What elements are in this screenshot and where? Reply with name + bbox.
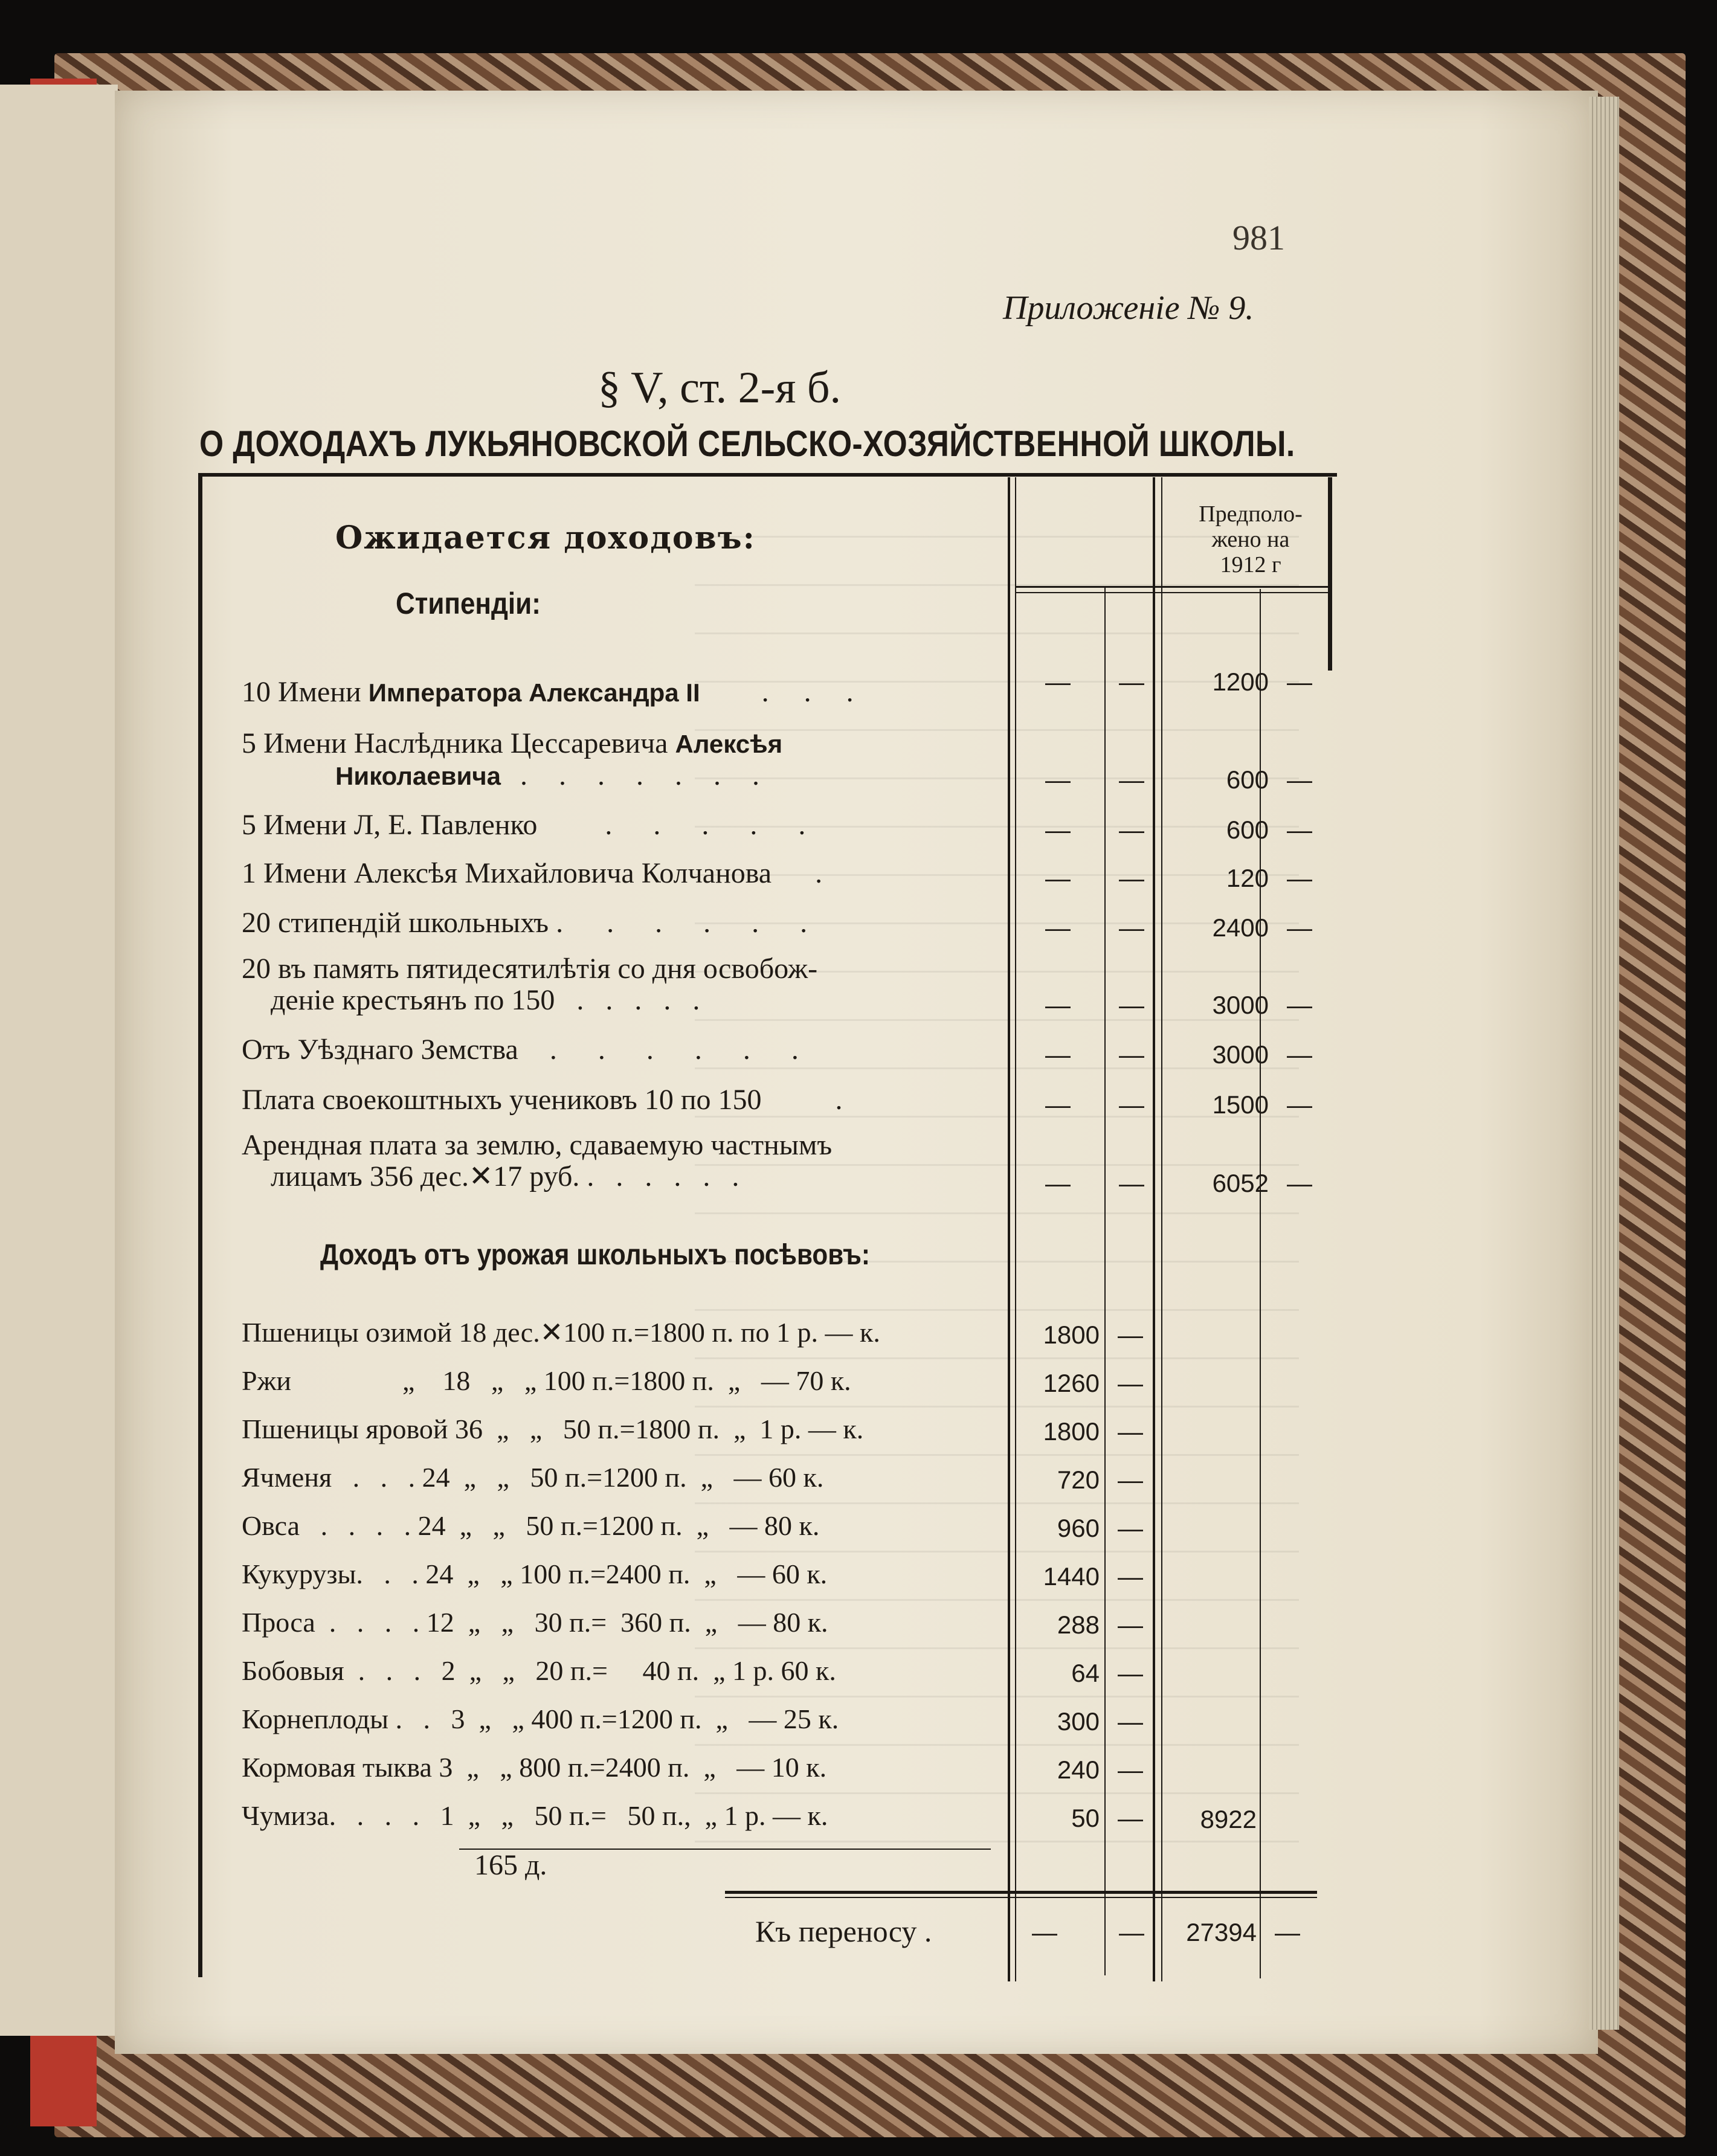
row-label: Плата своекоштныхъ учениковъ 10 по 150 (242, 1084, 762, 1116)
row-label: 5 Имени Л, Е. Павленко (242, 809, 538, 841)
crop-dash: — (1118, 1804, 1143, 1832)
crop-dash: — (1118, 1466, 1143, 1494)
row-label-bold: Императора Александра II (368, 678, 700, 707)
table-left-border (198, 473, 202, 1977)
stipend-dash-col4: — (1287, 864, 1312, 892)
crop-row: Ячменя . . . 24 „ „ 50 п.=1200 п. „ — 60 к. (242, 1462, 824, 1493)
total-rule-2 (725, 1897, 1317, 1898)
row-label: Отъ Уѣзднаго Земства (242, 1034, 518, 1066)
stipend-dash-col4: — (1287, 668, 1312, 696)
forecast-header-line-3: 1912 г (1220, 552, 1281, 578)
stipend-dash-col1: — (1045, 913, 1071, 942)
left-page-edge (0, 85, 118, 2036)
stipend-dash-col2: — (1119, 991, 1144, 1019)
table-row (242, 907, 824, 939)
carry-forward-label: Къ переносу . (755, 1914, 932, 1948)
stipend-dash-col1: — (1045, 668, 1071, 696)
table-row (242, 728, 782, 792)
table-right-border (1328, 477, 1332, 671)
row-label: 20 въ память пятидесятилѣтія со дня освобож- (242, 953, 818, 985)
crop-value-cell: 1800 (1043, 1417, 1100, 1446)
amount-cell: 3000 (1212, 1040, 1269, 1069)
stipend-dash-col2: — (1119, 1090, 1144, 1119)
column-divider-1 (1008, 477, 1010, 1981)
carry-forward-total: 27394 (1186, 1918, 1257, 1946)
crop-income-heading: Доходъ отъ урожая школьныхъ посѣвовъ: (320, 1239, 870, 1271)
crop-value-cell: 960 (1057, 1514, 1100, 1542)
crop-row: Пшеницы озимой 18 дес.✕100 п.=1800 п. по 1 р. — к. (242, 1317, 880, 1348)
crop-value-cell: 240 (1057, 1755, 1100, 1784)
leader-dots: . . . . . (607, 907, 825, 939)
forecast-column-header (1181, 501, 1320, 578)
expected-income-heading: Ожидается доходовъ: (335, 520, 756, 556)
crop-dash: — (1118, 1562, 1143, 1591)
crop-value-cell: 1260 (1043, 1369, 1100, 1397)
amount-cell: 3000 (1212, 991, 1269, 1019)
amount-cell: 2400 (1212, 913, 1269, 942)
stipend-dash-col1: — (1045, 765, 1071, 794)
leader-dots: . (815, 857, 823, 889)
table-row (242, 1084, 843, 1116)
column-divider-3b (1161, 477, 1162, 1981)
stipend-dash-col2: — (1119, 816, 1144, 844)
stipend-dash-col1: — (1045, 864, 1071, 892)
table-row (242, 858, 822, 889)
stipend-dash-col1: — (1045, 816, 1071, 844)
crop-row: Пшеницы яровой 36 „ „ 50 п.=1800 п. „ 1 р. — к. (242, 1414, 864, 1444)
stipend-dash-col1: — (1045, 1040, 1071, 1069)
forecast-header-line-2: жено на (1211, 527, 1290, 552)
stipend-dash-col2: — (1119, 668, 1144, 696)
amount-cell: 1200 (1212, 668, 1269, 696)
table-top-rule (198, 473, 1337, 477)
crop-row: Чумиза. . . . 1 „ „ 50 п.= 50 п., „ 1 р. — к. (242, 1800, 828, 1831)
header-rule (1015, 586, 1328, 588)
crop-value-cell: 720 (1057, 1466, 1100, 1494)
crop-value-cell: 1440 (1043, 1562, 1100, 1591)
leader-dots: . . . . . . (549, 1034, 816, 1066)
crop-dash: — (1118, 1514, 1143, 1542)
stipend-dash-col4: — (1287, 913, 1312, 942)
stipend-dash-col4: — (1287, 816, 1312, 844)
stipend-dash-col1: — (1045, 1169, 1071, 1197)
crop-dash: — (1118, 1659, 1143, 1687)
amount-cell: 6052 (1212, 1169, 1269, 1197)
row-label: Арендная плата за землю, сдаваемую частнымъ (242, 1129, 833, 1161)
leader-dots: . (835, 1084, 843, 1116)
page-number: 981 (1232, 218, 1285, 257)
stipend-dash-col2: — (1119, 1040, 1144, 1069)
carry-dash-1: — (1032, 1918, 1057, 1946)
row-label-bold: Алексѣя (675, 730, 783, 758)
total-desyatin: 165 д. (474, 1849, 547, 1881)
crop-dash: — (1118, 1417, 1143, 1446)
stipend-dash-col4: — (1287, 1090, 1312, 1119)
amount-cell: 1500 (1212, 1090, 1269, 1119)
crops-total-cell: 8922 (1200, 1805, 1257, 1833)
crop-dash: — (1118, 1369, 1143, 1397)
leader-dots: . . . . . . . (501, 759, 772, 791)
section-heading: § V, ст. 2-я б. (598, 363, 842, 413)
table-row (242, 1130, 832, 1192)
forecast-header-line-1: Предполо- (1199, 501, 1303, 527)
crop-row: Овса . . . . 24 „ „ 50 п.=1200 п. „ — 80 к. (242, 1510, 820, 1541)
row-label-line-2: лицамъ 356 дес.✕17 руб. . . . . . . (242, 1160, 739, 1192)
header-rule-2 (1015, 592, 1328, 593)
column-divider-1b (1015, 477, 1016, 1981)
crop-row: Ржи „ 18 „ „ 100 п.=1800 п. „ — 70 к. (242, 1365, 851, 1396)
table-row (242, 953, 817, 1016)
stipend-dash-col1: — (1045, 991, 1071, 1019)
stipend-dash-col4: — (1287, 1169, 1312, 1197)
amount-cell: 600 (1226, 765, 1269, 794)
column-divider-2 (1104, 586, 1106, 1975)
crop-row: Кукурузы. . . 24 „ „ 100 п.=2400 п. „ — 60 к. (242, 1559, 828, 1589)
stipends-heading: Стипендіи: (396, 587, 541, 620)
crop-value-cell: 1800 (1043, 1321, 1100, 1349)
stipend-dash-col4: — (1287, 1040, 1312, 1069)
table-row (242, 1034, 816, 1066)
carry-dash-2: — (1119, 1918, 1144, 1946)
leader-dots: . . . . . (605, 809, 823, 841)
page-edges (1589, 97, 1619, 2030)
row-label-line-2: деніе крестьянъ по 150 . . . . . (242, 984, 700, 1016)
document-title: О ДОХОДАХЪ ЛУКЬЯНОВСКОЙ СЕЛЬСКО-ХОЗЯЙСТВЕННОЙ ШКОЛЫ. (199, 423, 1295, 464)
row-label: 20 стипендій школьныхъ . (242, 907, 564, 939)
row-label-bold: Николаевича (335, 762, 501, 790)
column-divider-3 (1153, 477, 1155, 1981)
row-label: 1 Имени Алексѣя Михайловича Колчанова (242, 857, 772, 889)
leader-dots: ... (761, 676, 889, 708)
table-row (242, 677, 889, 709)
row-label: 10 Имени (242, 676, 369, 708)
crop-row: Бобовыя . . . 2 „ „ 20 п.= 40 п. „ 1 р. 60 к. (242, 1655, 836, 1686)
crop-value-cell: 288 (1057, 1611, 1100, 1639)
stipend-dash-col1: — (1045, 1090, 1071, 1119)
crop-dash: — (1118, 1755, 1143, 1784)
appendix-label: Приложеніе № 9. (1003, 289, 1254, 327)
crop-value-cell: 64 (1071, 1659, 1100, 1687)
stipend-dash-col2: — (1119, 913, 1144, 942)
stipend-dash-col2: — (1119, 864, 1144, 892)
carry-dash-4: — (1275, 1918, 1300, 1946)
crop-row: Корнеплоды . . 3 „ „ 400 п.=1200 п. „ — 25 к. (242, 1704, 839, 1734)
crop-value-cell: 50 (1071, 1804, 1100, 1832)
column-divider-4 (1260, 589, 1261, 1978)
amount-cell: 120 (1226, 864, 1269, 892)
amount-cell: 600 (1226, 816, 1269, 844)
stipend-dash-col4: — (1287, 765, 1312, 794)
crop-dash: — (1118, 1611, 1143, 1639)
crop-value-cell: 300 (1057, 1707, 1100, 1736)
stipend-dash-col2: — (1119, 1169, 1144, 1197)
stipend-dash-col4: — (1287, 991, 1312, 1019)
crop-row: Кормовая тыква 3 „ „ 800 п.=2400 п. „ — 10 к. (242, 1752, 827, 1783)
stipend-dash-col2: — (1119, 765, 1144, 794)
row-label: 5 Имени Наслѣдника Цессаревича (242, 727, 675, 759)
crop-dash: — (1118, 1321, 1143, 1349)
crop-dash: — (1118, 1707, 1143, 1736)
total-rule (725, 1891, 1317, 1894)
crop-row: Проса . . . . 12 „ „ 30 п.= 360 п. „ — 80 к. (242, 1607, 828, 1638)
table-row (242, 809, 822, 841)
